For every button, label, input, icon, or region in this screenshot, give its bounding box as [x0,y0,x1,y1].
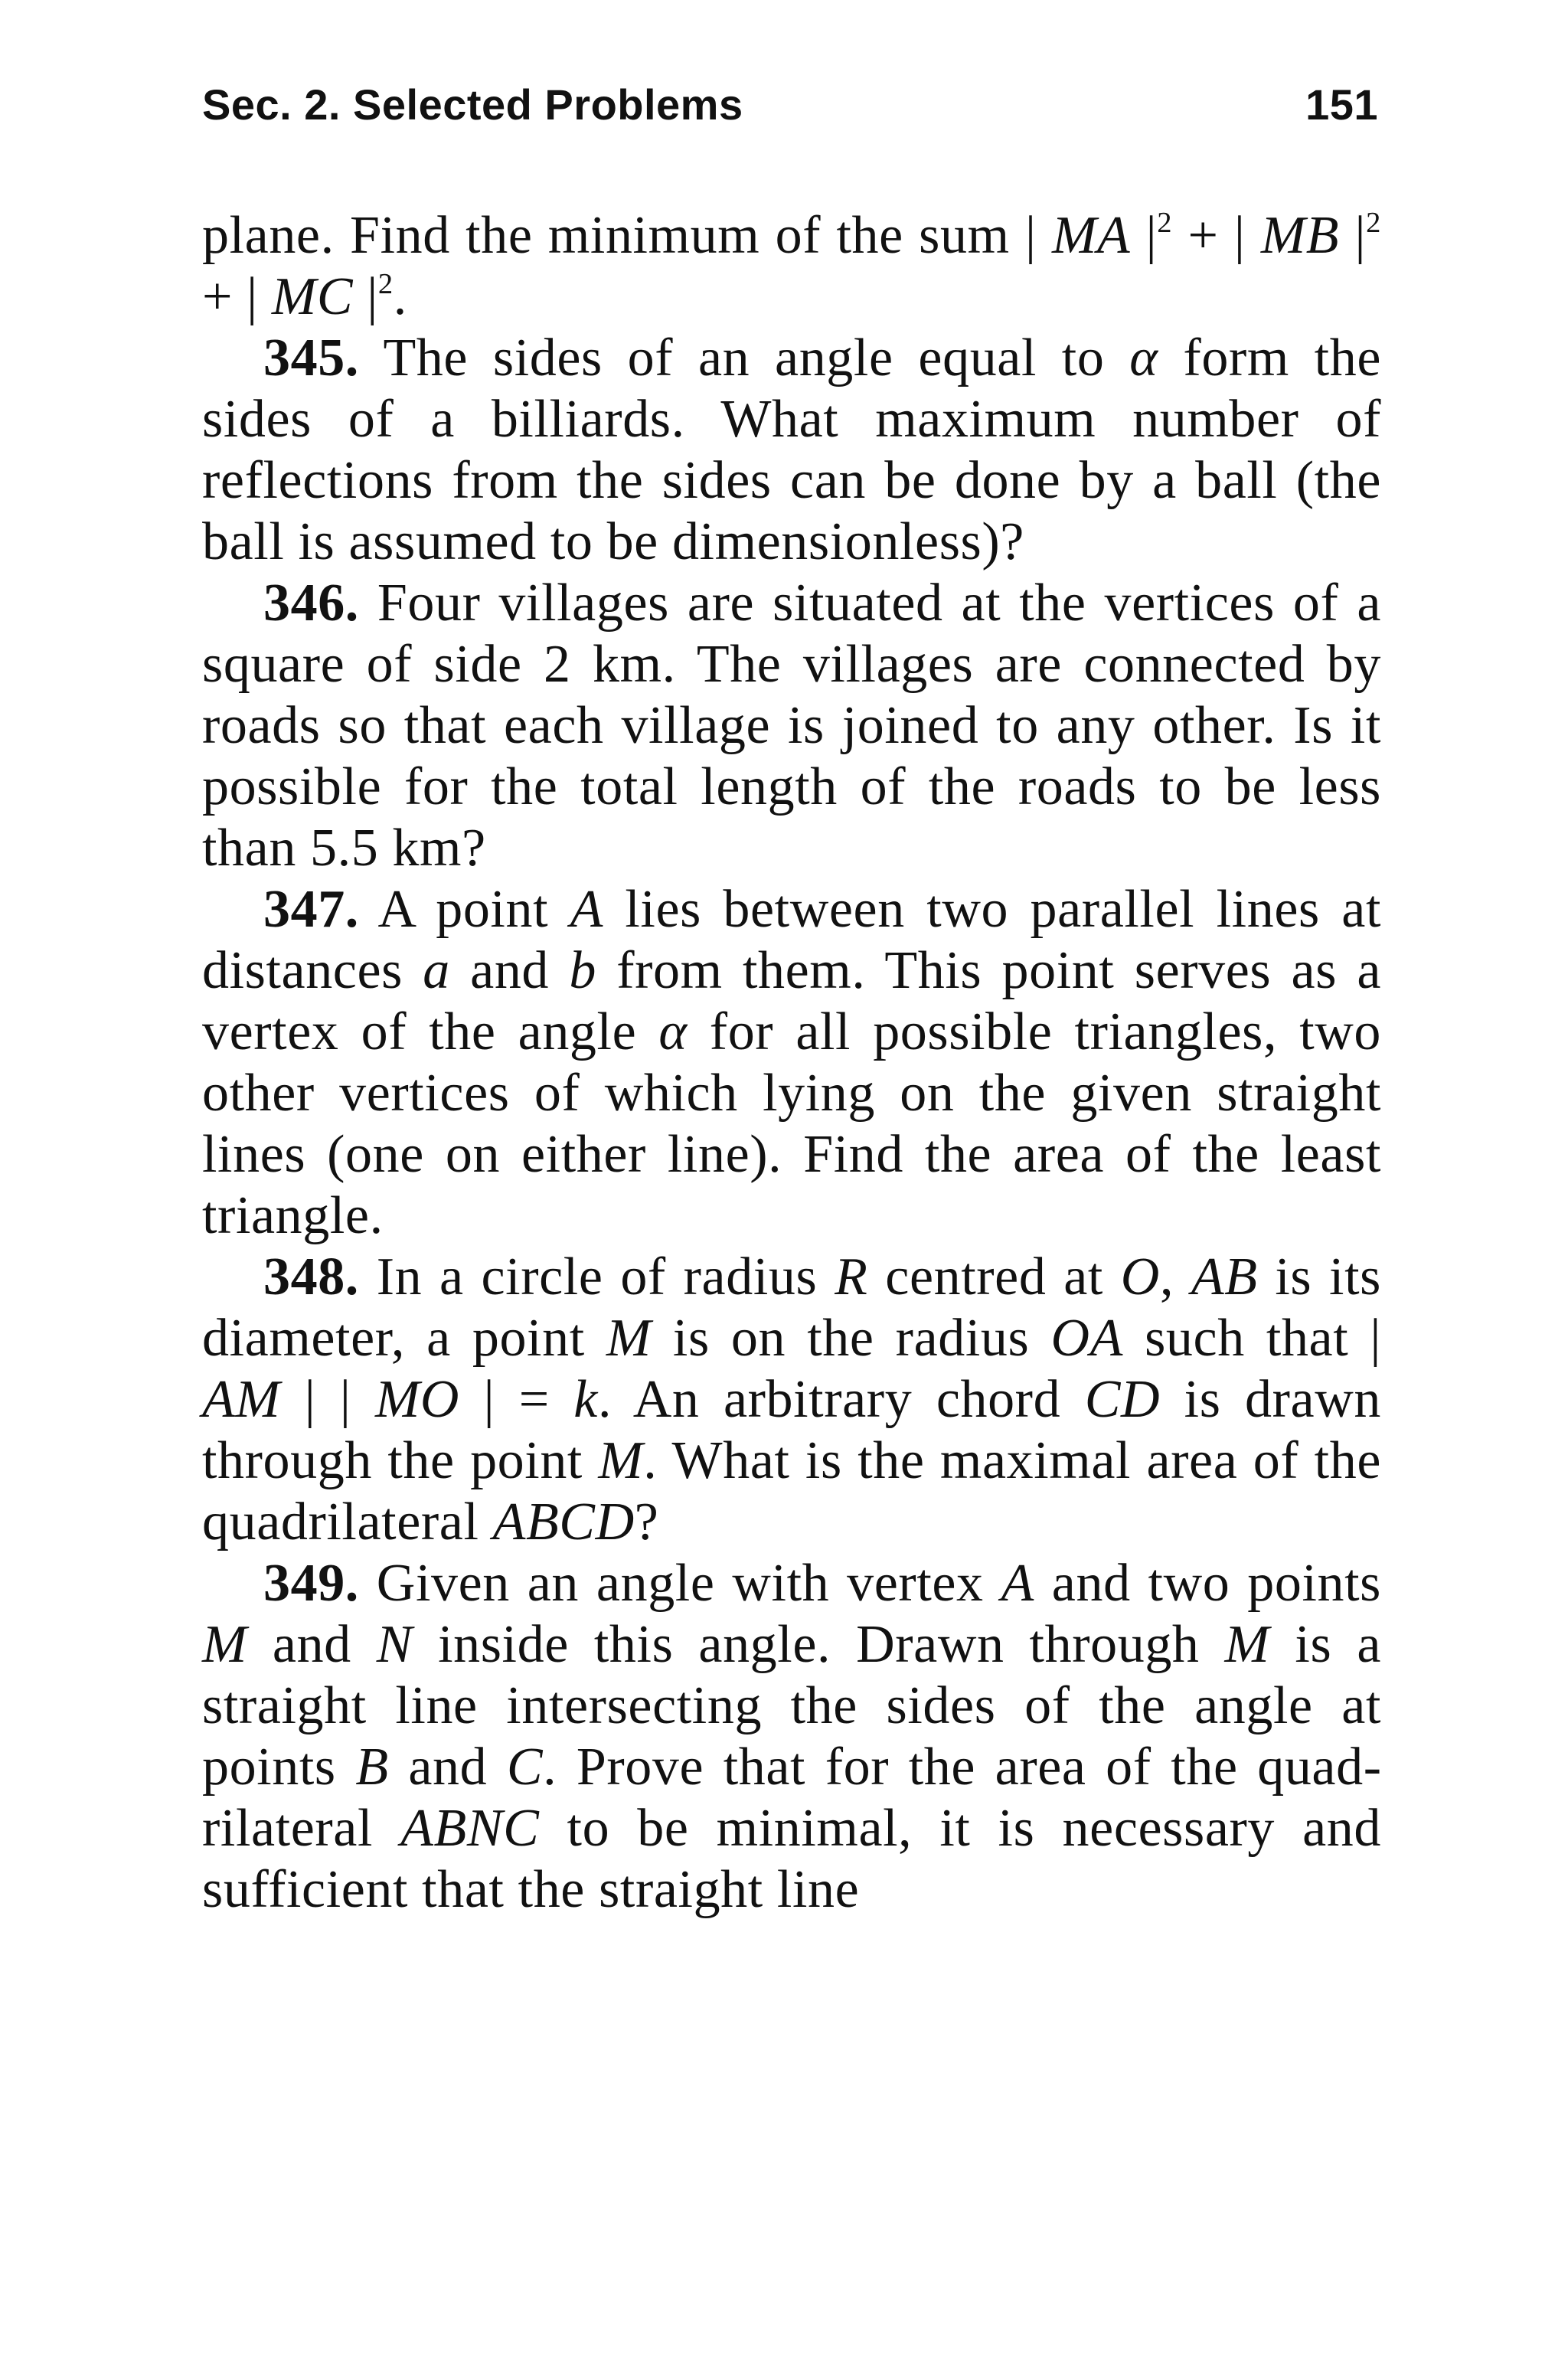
math-symbol: B [355,1738,389,1797]
problem-paragraph [202,1247,1381,1553]
continuation-paragraph [202,205,1381,328]
text-run: | = [459,1370,574,1429]
superscript: 2 [1157,207,1173,240]
math-symbol: CD [1084,1370,1161,1429]
math-symbol: A [1001,1554,1034,1613]
math-symbol: M [202,1615,247,1674]
math-symbol: O [1120,1247,1160,1306]
problem-number: 349. [263,1554,359,1613]
text-run: is drawn through the point [202,1370,1381,1490]
text-run: for all possible triangles, two other vertices of which lying on the given straight lines (one on either line). Find the area of the least triangle. [202,1002,1381,1245]
math-symbol: R [835,1247,868,1306]
page-body [202,205,1381,1921]
problem-number: 345. [263,329,359,387]
text-run: inside this angle. Drawn through [413,1615,1225,1674]
running-head [202,74,1378,135]
text-run: | [353,267,378,326]
math-symbol: M [606,1309,652,1368]
text-run: is on the radius [651,1309,1051,1368]
math-symbol: AM [202,1370,281,1429]
text-run: is a straight line intersecting the sides of the angle at points [202,1615,1381,1797]
text-run: centred at [867,1247,1121,1306]
problem-paragraph [202,328,1381,573]
math-symbol: MO [375,1370,460,1429]
problem-paragraph [202,1553,1381,1921]
math-symbol: k [573,1370,598,1429]
text-run: to be minimal, it is necessary and sufficient that the straight line [202,1799,1381,1919]
section-title: Sec. 2. Selected Problems [202,80,743,129]
text-run: and [449,941,570,1000]
math-symbol: α [658,1002,688,1061]
math-symbol: AB [1191,1247,1258,1306]
text-run: lies between two parallel lines at distances [202,880,1381,1000]
math-symbol: MA [1052,206,1131,265]
text-run: and [388,1738,507,1797]
math-symbol: ABNC [400,1799,540,1858]
text-run: + | [202,267,272,326]
math-symbol: MC [271,267,354,326]
text-run: | [1130,206,1158,265]
text-run: . What is the maximal area of the quadrilateral [202,1431,1381,1551]
problem-paragraph [202,879,1381,1247]
text-run: . [393,267,407,326]
text-run: | | [280,1370,376,1429]
text-run: form the sides of a billiards. What maximum number of reflections from the sides can be done by a ball (the ball is assumed to be dimensionless)? [202,329,1381,571]
math-symbol: M [1224,1615,1270,1674]
text-run: + | [1172,206,1261,265]
problem-number: 346. [263,574,359,633]
math-symbol: OA [1050,1309,1123,1368]
text-run: . Prove that for the area of the quadrilateral [202,1738,1382,1858]
text-run: and two points [1034,1554,1381,1613]
superscript: 2 [377,268,394,301]
problem-number: 347. [263,880,359,939]
math-symbol: α [1129,329,1158,387]
math-symbol: MB [1260,206,1340,265]
text-run: such that | [1122,1309,1382,1368]
problem-number: 348. [263,1247,359,1306]
text-run: | [1339,206,1367,265]
text-run: The sides of an angle equal to [358,329,1130,387]
text-run: , [1159,1247,1191,1306]
math-symbol: C [506,1738,544,1797]
text-run: ? [634,1493,659,1551]
math-symbol: a [423,941,450,1000]
superscript: 2 [1366,207,1381,240]
text-run: Given an angle with vertex [358,1554,1001,1613]
math-symbol: M [598,1431,644,1490]
math-symbol: N [376,1615,413,1674]
text-run: . An arbitrary chord [597,1370,1085,1429]
page-number: 151 [1305,80,1378,129]
text-run: is its diameter, a point [202,1247,1381,1368]
text-run: and [247,1615,377,1674]
text-run: Four villages are situated at the vertices of a square of side 2 km. The villages are connected by roads so that each village is joined to any other. Is it possible for the total length of the roads to be less than 5.5 km? [202,574,1381,878]
problem-paragraph [202,573,1381,879]
math-symbol: ABCD [492,1493,635,1551]
text-run: plane. Find the minimum of the sum | [202,206,1052,265]
text-run: A point [358,880,570,939]
math-symbol: A [570,880,603,939]
text-run: from them. This point serves as a vertex of the angle [202,941,1381,1061]
math-symbol: b [569,941,596,1000]
text-run: In a circle of radius [358,1247,835,1306]
